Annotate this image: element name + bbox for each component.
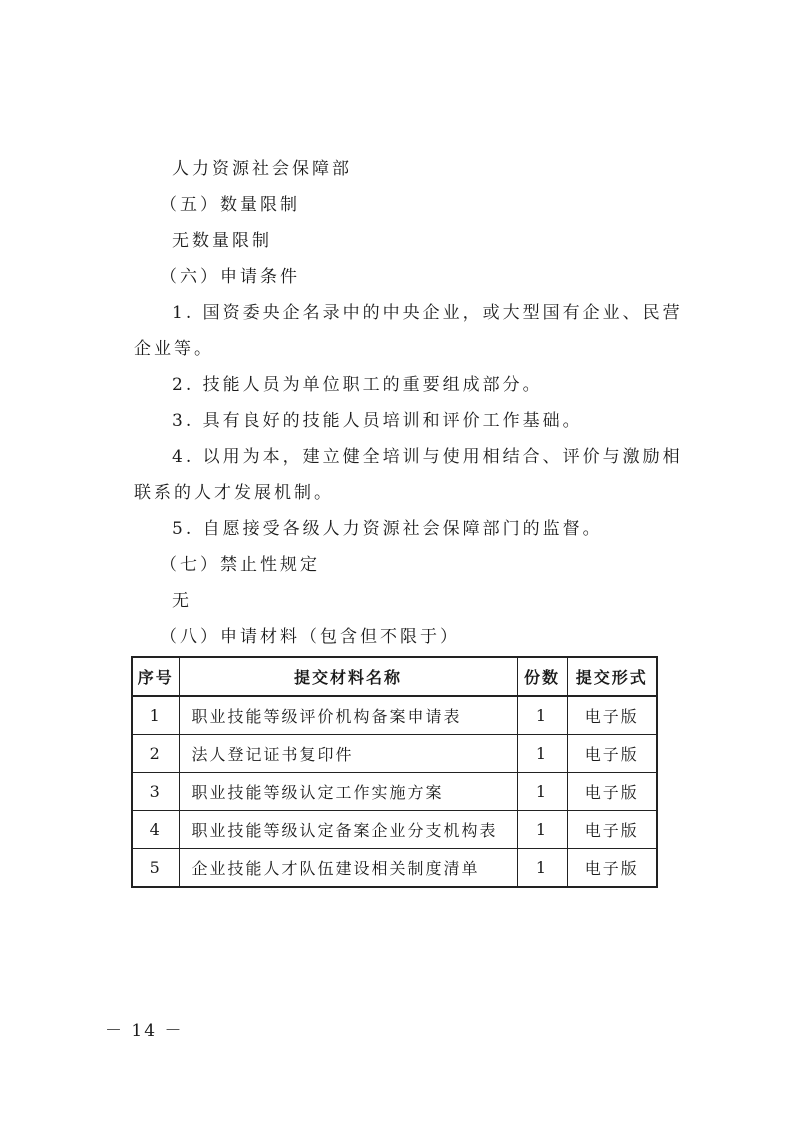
cell-copies: 1: [517, 735, 567, 773]
page-number: － 14 －: [105, 1021, 184, 1041]
cell-serial: 2: [132, 735, 179, 773]
condition-4-line-2: 联系的人才发展机制。: [134, 483, 334, 503]
header-serial: 序号: [132, 657, 179, 696]
org-name-line: 人力资源社会保障部: [172, 159, 352, 179]
quantity-limit-text: 无数量限制: [172, 231, 272, 251]
table-header-row: [132, 657, 657, 696]
cell-material-name: 职业技能等级认定备案企业分支机构表: [179, 811, 517, 849]
condition-4-line-1: 4. 以用为本，建立健全培训与使用相结合、评价与激励相: [172, 447, 683, 467]
cell-format: 电子版: [567, 735, 657, 773]
table-row: [132, 735, 657, 773]
cell-serial: 3: [132, 773, 179, 811]
header-format: 提交形式: [567, 657, 657, 696]
table-row: [132, 773, 657, 811]
cell-material-name: 职业技能等级评价机构备案申请表: [179, 696, 517, 735]
cell-serial: 5: [132, 849, 179, 888]
cell-material-name: 法人登记证书复印件: [179, 735, 517, 773]
cell-copies: 1: [517, 696, 567, 735]
section-heading-quantity-limit: （五）数量限制: [160, 195, 300, 215]
cell-format: 电子版: [567, 811, 657, 849]
section-heading-materials: （八）申请材料（包含但不限于）: [160, 627, 460, 647]
header-material-name: 提交材料名称: [179, 657, 517, 696]
condition-1-line-2: 企业等。: [134, 339, 214, 359]
table-row: [132, 811, 657, 849]
cell-copies: 1: [517, 811, 567, 849]
cell-material-name: 职业技能等级认定工作实施方案: [179, 773, 517, 811]
cell-format: 电子版: [567, 849, 657, 888]
cell-serial: 1: [132, 696, 179, 735]
condition-2: 2. 技能人员为单位职工的重要组成部分。: [172, 375, 543, 395]
condition-5: 5. 自愿接受各级人力资源社会保障部门的监督。: [172, 519, 603, 539]
section-heading-conditions: （六）申请条件: [160, 267, 300, 287]
section-heading-prohibitions: （七）禁止性规定: [160, 555, 320, 575]
cell-copies: 1: [517, 773, 567, 811]
table-row: [132, 849, 657, 888]
cell-material-name: 企业技能人才队伍建设相关制度清单: [179, 849, 517, 888]
prohibitions-text: 无: [172, 591, 192, 611]
cell-copies: 1: [517, 849, 567, 888]
table-row: [132, 696, 657, 735]
condition-3: 3. 具有良好的技能人员培训和评价工作基础。: [172, 411, 583, 431]
cell-format: 电子版: [567, 696, 657, 735]
cell-serial: 4: [132, 811, 179, 849]
materials-table-container: [131, 656, 656, 888]
header-copies: 份数: [517, 657, 567, 696]
materials-table: [131, 656, 658, 888]
condition-1-line-1: 1. 国资委央企名录中的中央企业，或大型国有企业、民营: [172, 303, 683, 323]
cell-format: 电子版: [567, 773, 657, 811]
